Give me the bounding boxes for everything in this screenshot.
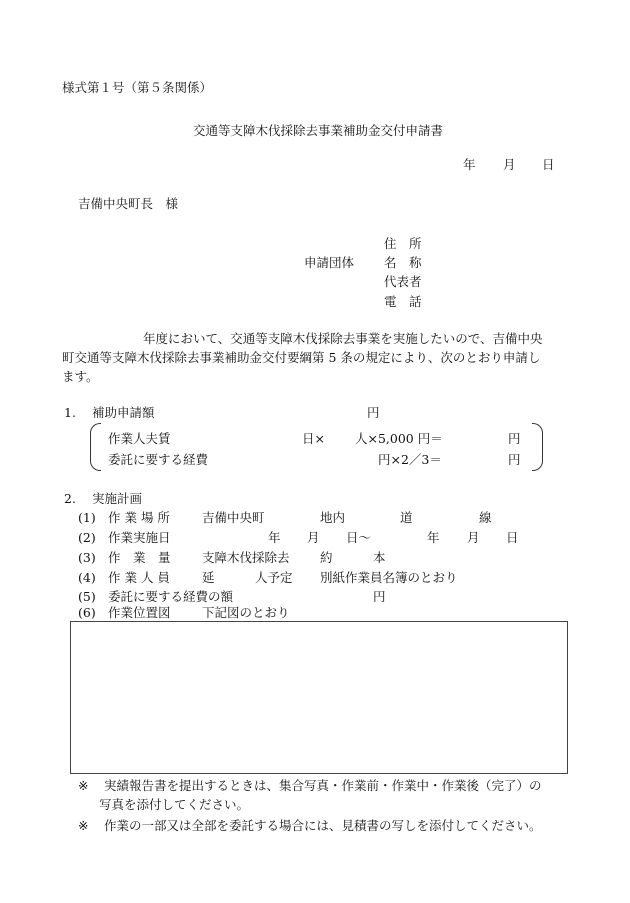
labor-cost-label: 作業人夫賃: [108, 431, 171, 446]
plan-item5-num: (5): [78, 589, 96, 604]
section2-number: 2.: [64, 491, 76, 506]
addressee: 吉備中央町長 様: [78, 196, 179, 211]
plan-item3-unit: 本: [373, 550, 386, 565]
plan-item4-people: 人予定: [255, 570, 293, 585]
section1-label: 補助申請額: [92, 405, 155, 420]
plan-item1-num: (1): [78, 510, 96, 525]
work-location-map-box: [70, 621, 568, 774]
section1-unit: 円: [367, 405, 380, 420]
plan-item5-unit: 円: [373, 589, 386, 604]
note1-line1: 実績報告書を提出するときは、集合写真・作業前・作業中・作業後（完了）の: [104, 778, 542, 793]
plan-item2-end-year: 年: [427, 530, 440, 545]
body-text-line2: 町交通等支障木伐採除去事業補助金交付要綱第 5 条の規定により、次のとおり申請し: [62, 350, 541, 365]
note2-text: 作業の一部又は全部を委託する場合には、見積書の写しを添付してください。: [104, 818, 542, 833]
plan-item2-start-day: 日～: [346, 530, 372, 545]
plan-item4-num: (4): [78, 570, 96, 585]
labor-people-rate: 人×5,000 円＝: [355, 431, 443, 446]
note2-mark: ※: [78, 818, 89, 833]
plan-item4-note: 別紙作業員名簿のとおり: [320, 570, 458, 585]
plan-item2-end-month: 月: [467, 530, 480, 545]
applicant-representative-label: 代表者: [384, 274, 422, 289]
section2-label: 実施計画: [92, 491, 143, 506]
outsourcing-formula: 円×2／3＝: [378, 452, 442, 467]
plan-item3-approx: 約: [320, 550, 333, 565]
plan-item1-area: 地内: [320, 510, 346, 525]
applicant-address-label: 住 所: [384, 236, 422, 251]
date-month-label: 月: [503, 157, 516, 172]
plan-item4-total: 延: [202, 570, 215, 585]
plan-item3-num: (3): [78, 550, 96, 565]
body-text-line3: ます。: [62, 369, 99, 384]
outsourcing-cost-unit: 円: [508, 452, 521, 467]
plan-item2-start-year: 年: [268, 530, 281, 545]
bracket-right: [532, 423, 543, 471]
labor-cost-unit: 円: [508, 431, 521, 446]
plan-item5-label: 委託に要する経費の額: [108, 589, 234, 604]
document-title: 交通等支障木伐採除去事業補助金交付申請書: [192, 123, 444, 138]
plan-item1-town: 吉備中央町: [202, 510, 265, 525]
plan-item2-num: (2): [78, 530, 96, 545]
date-day-label: 日: [542, 157, 555, 172]
form-number: 様式第１号（第５条関係）: [62, 80, 213, 95]
note1-mark: ※: [78, 778, 89, 793]
plan-item1-line: 線: [479, 510, 492, 525]
plan-item6-label: 作業位置図: [108, 605, 171, 620]
plan-item6-note: 下記図のとおり: [202, 605, 290, 620]
plan-item2-start-month: 月: [307, 530, 320, 545]
bracket-left: [90, 423, 101, 471]
plan-item1-road: 道: [400, 510, 413, 525]
plan-item3-value: 支障木伐採除去: [202, 550, 290, 565]
labor-days-unit: 日×: [302, 431, 325, 446]
plan-item3-label: 作 業 量: [108, 550, 171, 565]
body-text-line1: 年度において、交通等支障木伐採除去事業を実施したいので、吉備中央: [143, 331, 543, 346]
outsourcing-cost-label: 委託に要する経費: [108, 452, 209, 467]
note1-line2: 写真を添付してください。: [99, 797, 250, 812]
applicant-name-label: 名 称: [384, 255, 422, 270]
date-year-label: 年: [463, 157, 476, 172]
applicant-group-label: 申請団体: [304, 255, 355, 270]
section1-number: 1.: [64, 405, 76, 420]
plan-item4-label: 作 業 人 員: [108, 570, 170, 585]
plan-item1-label: 作 業 場 所: [108, 510, 170, 525]
plan-item2-end-day: 日: [506, 530, 519, 545]
plan-item6-num: (6): [78, 605, 96, 620]
applicant-phone-label: 電 話: [384, 294, 422, 309]
plan-item2-label: 作業実施日: [108, 530, 171, 545]
